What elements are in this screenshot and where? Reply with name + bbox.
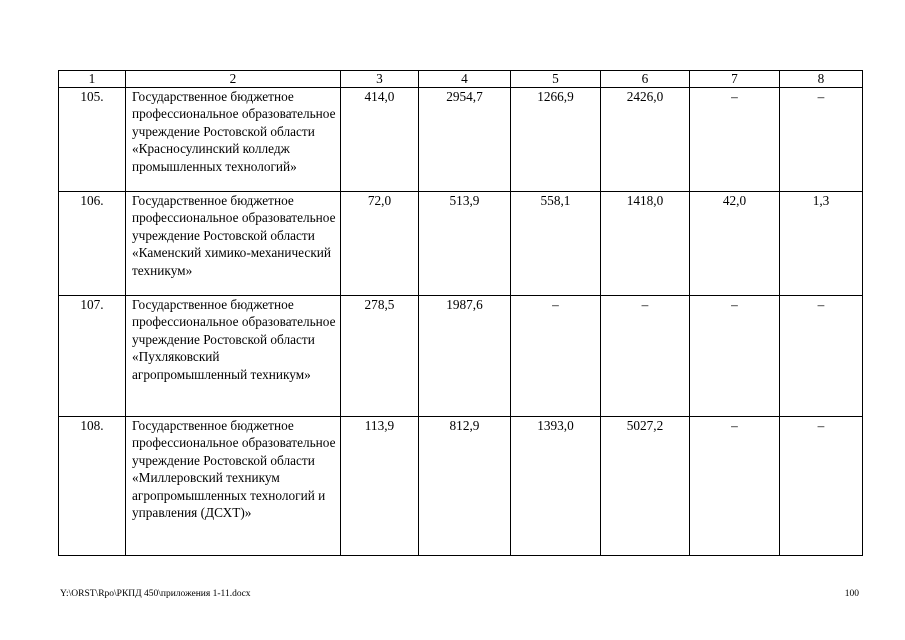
cell-col6: 1418,0 [601, 192, 690, 296]
column-header: 6 [601, 71, 690, 88]
cell-col3: 72,0 [341, 192, 419, 296]
cell-col3: 113,9 [341, 417, 419, 556]
cell-col6: 2426,0 [601, 88, 690, 192]
cell-col5: – [511, 296, 601, 417]
cell-col8: 1,3 [780, 192, 863, 296]
column-header: 3 [341, 71, 419, 88]
cell-col7: – [690, 88, 780, 192]
cell-col4: 1987,6 [419, 296, 511, 417]
table-row [59, 296, 863, 417]
column-header: 4 [419, 71, 511, 88]
cell-col5: 558,1 [511, 192, 601, 296]
cell-col3: 414,0 [341, 88, 419, 192]
table-header-row [59, 71, 863, 88]
column-header: 7 [690, 71, 780, 88]
footer-file-path: Y:\ORST\Rpo\РКПД 450\приложения 1-11.docx [60, 589, 251, 599]
institution-name: Государственное бюджетное профессиональное образовательное учреждение Ростовской области «Красносулинский колледж промышленных технологий» [126, 88, 341, 192]
row-number: 108. [59, 417, 126, 556]
cell-col5: 1393,0 [511, 417, 601, 556]
page-number: 100 [844, 589, 859, 599]
cell-col7: – [690, 417, 780, 556]
row-number: 106. [59, 192, 126, 296]
table-row [59, 192, 863, 296]
cell-col4: 2954,7 [419, 88, 511, 192]
cell-col7: – [690, 296, 780, 417]
cell-col8: – [780, 296, 863, 417]
column-header: 1 [59, 71, 126, 88]
table-row [59, 88, 863, 192]
cell-col6: 5027,2 [601, 417, 690, 556]
institution-name: Государственное бюджетное профессиональное образовательное учреждение Ростовской области «Пухляковский агропромышленный техникум» [126, 296, 341, 417]
institution-name: Государственное бюджетное профессиональное образовательное учреждение Ростовской области «Миллеровский техникум агропромышленных технологий и управления (ДСХТ)» [126, 417, 341, 556]
row-number: 107. [59, 296, 126, 417]
table-row [59, 417, 863, 556]
data-table [58, 70, 863, 556]
cell-col8: – [780, 417, 863, 556]
row-number: 105. [59, 88, 126, 192]
cell-col4: 513,9 [419, 192, 511, 296]
cell-col7: 42,0 [690, 192, 780, 296]
cell-col5: 1266,9 [511, 88, 601, 192]
cell-col8: – [780, 88, 863, 192]
institution-name: Государственное бюджетное профессиональное образовательное учреждение Ростовской области «Каменский химико-механический техникум» [126, 192, 341, 296]
column-header: 5 [511, 71, 601, 88]
cell-col3: 278,5 [341, 296, 419, 417]
column-header: 2 [126, 71, 341, 88]
cell-col4: 812,9 [419, 417, 511, 556]
column-header: 8 [780, 71, 863, 88]
cell-col6: – [601, 296, 690, 417]
